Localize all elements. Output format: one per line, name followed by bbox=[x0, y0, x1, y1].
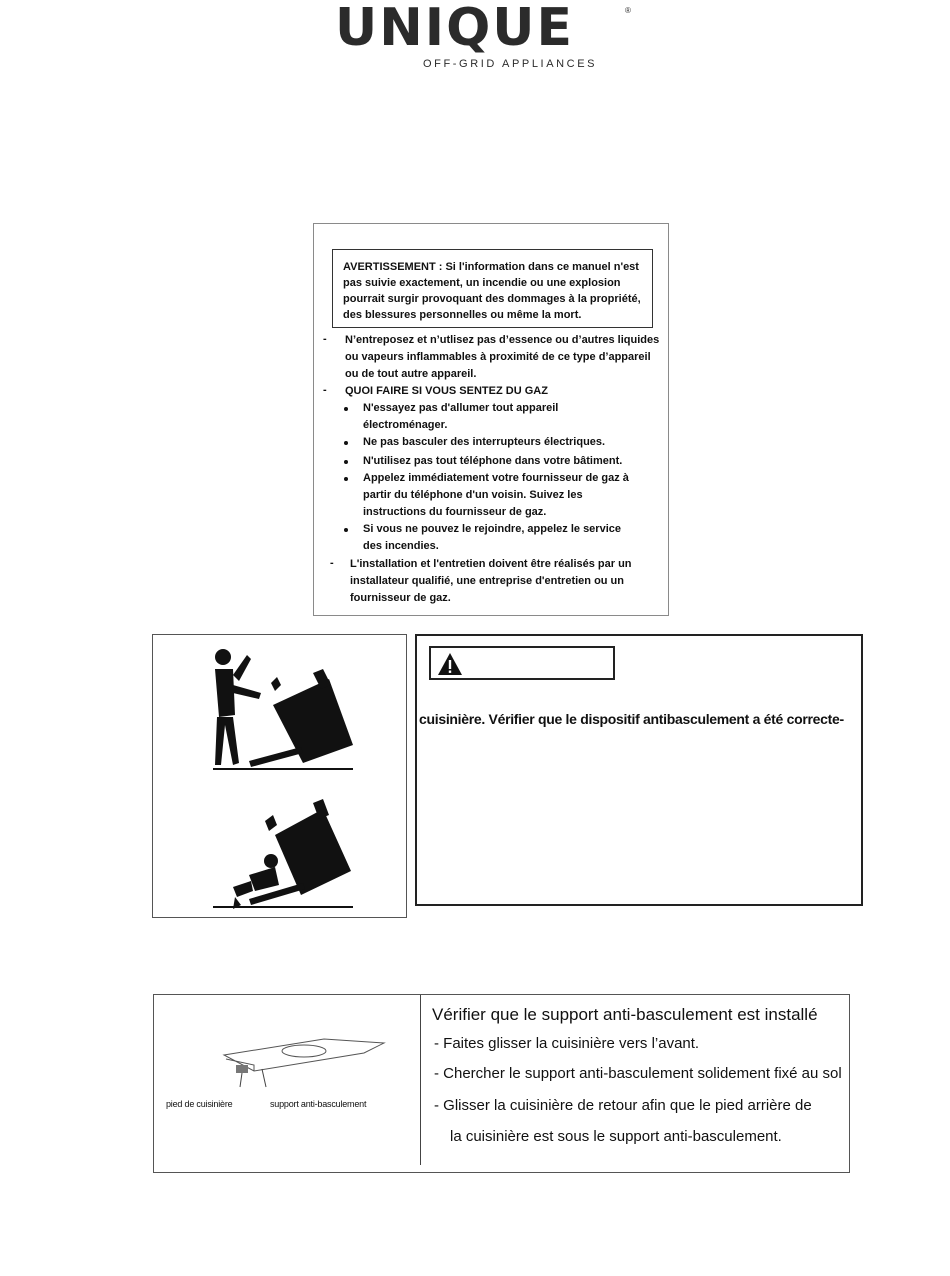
bullet-dot bbox=[344, 528, 348, 532]
anti-tip-step: - Chercher le support anti-basculement solidement fixé au sol bbox=[434, 1065, 842, 1082]
gas-bullet-line: Ne pas basculer des interrupteurs électriques. bbox=[363, 436, 606, 448]
gas-bullet-line: des incendies. bbox=[363, 540, 439, 552]
tip-warning-text: cuisinière. Vérifier que le dispositif antibasculement a été correcte- bbox=[419, 711, 844, 727]
bracket-label: support anti-basculement bbox=[270, 1099, 367, 1109]
dash-marker: - bbox=[330, 557, 334, 569]
anti-tip-step: - Glisser la cuisinière de retour afin que le pied arrière de bbox=[434, 1097, 812, 1114]
bullet-dot bbox=[344, 407, 348, 411]
range-foot-label: pied de cuisinière bbox=[166, 1099, 233, 1109]
logo-tagline: OFF-GRID APPLIANCES bbox=[423, 58, 598, 70]
notice-text-line: ou de tout autre appareil. bbox=[345, 368, 477, 380]
warning-line: pourrait surgir provoquant des dommages à la propriété, bbox=[343, 293, 641, 305]
gas-bullet-line: électroménager. bbox=[363, 419, 448, 431]
tip-over-illustration bbox=[152, 634, 407, 918]
anti-tip-section bbox=[153, 994, 850, 1173]
anti-tip-step: - Faites glisser la cuisinière vers l’avant. bbox=[434, 1035, 700, 1052]
range-falling-icon bbox=[249, 799, 351, 905]
bullet-dot bbox=[344, 441, 348, 445]
section-divider bbox=[420, 995, 421, 1165]
warning-label-box bbox=[429, 646, 615, 680]
warning-triangle-icon bbox=[435, 649, 465, 679]
tip-over-warning-panel bbox=[415, 634, 863, 906]
warning-line: des blessures personnelles ou même la mort. bbox=[343, 309, 582, 321]
gas-bullet-line: N'utilisez pas tout téléphone dans votre bâtiment. bbox=[363, 455, 623, 467]
dash-marker: - bbox=[323, 384, 327, 396]
logo-registered-mark: ® bbox=[625, 6, 631, 15]
bullet-dot bbox=[344, 460, 348, 464]
range-tipping-icon bbox=[249, 669, 353, 767]
bullet-dot bbox=[344, 477, 348, 481]
anti-tip-bracket-diagram bbox=[214, 1025, 454, 1105]
warning-line: AVERTISSEMENT : Si l'information dans ce manuel n'est bbox=[343, 261, 639, 273]
notice-text-line: installateur qualifié, une entreprise d'entretien ou un bbox=[350, 575, 624, 587]
gas-bullet-line: N'essayez pas d'allumer tout appareil bbox=[363, 402, 559, 414]
tip-over-drawing bbox=[153, 635, 406, 917]
dash-marker: - bbox=[323, 333, 327, 345]
gas-bullet-line: Appelez immédiatement votre fournisseur de gaz à bbox=[363, 472, 629, 484]
notice-text-line: N’entreposez et n’utlisez pas d’essence ou d’autres liquides bbox=[345, 334, 660, 346]
warning-line: pas suivie exactement, un incendie ou une explosion bbox=[343, 277, 621, 289]
brand-logo bbox=[335, 0, 635, 70]
person-standing-icon bbox=[215, 649, 261, 765]
notice-text-line: ou vapeurs inflammables à proximité de ce type d’appareil bbox=[345, 351, 651, 363]
safety-notice bbox=[313, 223, 669, 616]
logo-wordmark: UNIQUE bbox=[335, 0, 575, 58]
gas-heading: QUOI FAIRE SI VOUS SENTEZ DU GAZ bbox=[345, 385, 548, 397]
gas-bullet-line: partir du téléphone d'un voisin. Suivez les bbox=[363, 489, 583, 501]
notice-text-line: fournisseur de gaz. bbox=[350, 592, 451, 604]
gas-bullet-line: Si vous ne pouvez le rejoindre, appelez le service bbox=[363, 523, 621, 535]
anti-tip-step: la cuisinière est sous le support anti-basculement. bbox=[450, 1128, 782, 1145]
warning-box bbox=[332, 249, 653, 328]
gas-bullet-line: instructions du fournisseur de gaz. bbox=[363, 506, 547, 518]
anti-tip-title: Vérifier que le support anti-basculement est installé bbox=[432, 1005, 818, 1024]
notice-text-line: L'installation et l'entretien doivent être réalisés par un bbox=[350, 558, 632, 570]
